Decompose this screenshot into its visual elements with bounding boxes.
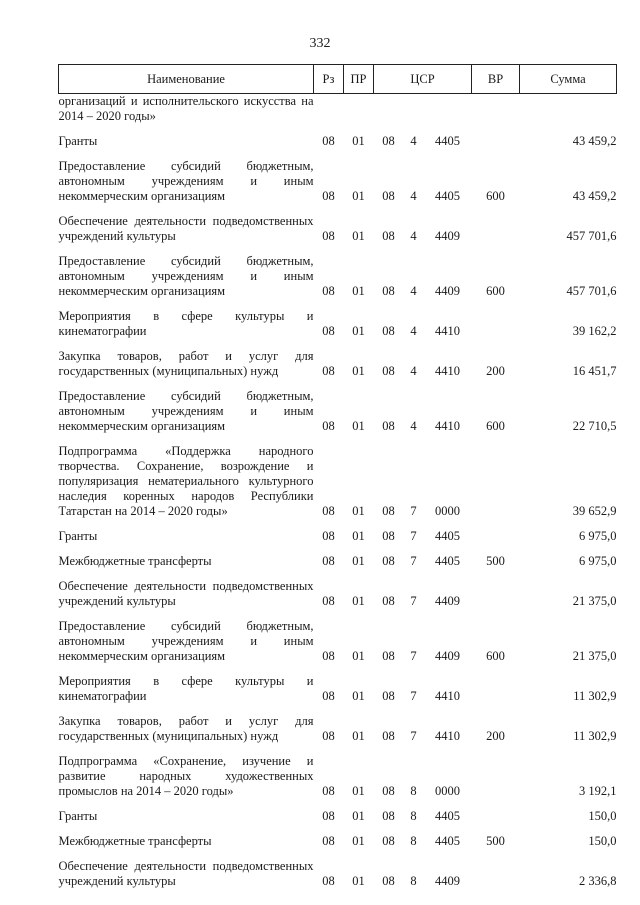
row-vr	[472, 309, 520, 339]
row-csr-3: 4410	[435, 364, 460, 378]
row-spacer-cell	[59, 124, 617, 134]
row-sum: 150,0	[588, 834, 617, 848]
row-csr-3: 4410	[435, 689, 460, 703]
row-csr-1: 08	[382, 729, 395, 743]
row-spacer-cell	[59, 519, 617, 529]
row-csr-3: 0000	[435, 784, 460, 798]
row-csr-1: 08	[382, 554, 395, 568]
row-rz: 08	[322, 284, 335, 298]
row-spacer	[59, 544, 617, 554]
row-sum: 457 701,6	[566, 284, 617, 298]
table-body	[59, 94, 617, 890]
table-row	[59, 754, 617, 799]
row-spacer-cell	[59, 609, 617, 619]
table-row	[59, 94, 617, 125]
row-vr	[472, 444, 520, 519]
row-pr: 01	[352, 364, 365, 378]
row-csr-3: 4405	[435, 134, 460, 148]
row-spacer-cell	[59, 544, 617, 554]
row-rz: 08	[322, 529, 335, 543]
row-csr-2: 4	[410, 134, 417, 148]
header-csr: ЦСР	[374, 65, 472, 94]
row-spacer	[59, 609, 617, 619]
row-pr: 01	[352, 504, 365, 518]
row-pr: 01	[352, 809, 365, 823]
row-sum: 43 459,2	[572, 134, 617, 148]
row-csr-2	[404, 94, 424, 125]
row-sum: 6 975,0	[579, 529, 617, 543]
row-pr: 01	[352, 834, 365, 848]
row-csr-2: 7	[410, 504, 417, 518]
row-pr: 01	[352, 324, 365, 338]
row-spacer-cell	[59, 339, 617, 349]
row-csr-1: 08	[382, 504, 395, 518]
row-spacer	[59, 569, 617, 579]
table-row	[59, 809, 617, 824]
row-csr-2: 7	[410, 529, 417, 543]
row-rz: 08	[322, 554, 335, 568]
row-name: Мероприятия в сфере культуры и кинематографии	[58, 674, 314, 703]
row-pr: 01	[352, 649, 365, 663]
row-sum	[520, 94, 617, 125]
row-spacer	[59, 379, 617, 389]
row-csr-3: 4405	[435, 554, 460, 568]
row-vr	[472, 859, 520, 889]
row-pr: 01	[352, 729, 365, 743]
row-csr-1: 08	[382, 229, 395, 243]
row-name: Предоставление субсидий бюджетным, автономным учреждениям и иным некоммерческим организациям	[58, 619, 314, 663]
row-csr-2: 8	[410, 834, 417, 848]
row-vr	[472, 94, 520, 125]
row-csr-2: 8	[410, 874, 417, 888]
row-name: Межбюджетные трансферты	[58, 554, 212, 568]
row-name: Подпрограмма «Сохранение, изучение и развитие народных художественных промыслов на 2014 – 2020 годы»	[58, 754, 314, 798]
row-sum: 22 710,5	[572, 419, 617, 433]
row-vr: 500	[486, 834, 505, 848]
row-vr	[472, 214, 520, 244]
row-spacer-cell	[59, 664, 617, 674]
row-csr-2: 4	[410, 189, 417, 203]
row-pr: 01	[352, 134, 365, 148]
row-csr-1: 08	[382, 594, 395, 608]
row-spacer	[59, 339, 617, 349]
row-rz: 08	[322, 834, 335, 848]
row-csr-3: 4409	[435, 229, 460, 243]
row-csr-1: 08	[382, 809, 395, 823]
row-csr-1: 08	[382, 649, 395, 663]
row-csr-2: 7	[410, 554, 417, 568]
row-sum: 11 302,9	[573, 689, 617, 703]
row-sum: 2 336,8	[579, 874, 617, 888]
row-pr: 01	[352, 554, 365, 568]
row-pr: 01	[352, 284, 365, 298]
row-spacer	[59, 244, 617, 254]
row-sum: 11 302,9	[573, 729, 617, 743]
row-sum: 150,0	[588, 809, 617, 823]
row-spacer	[59, 664, 617, 674]
row-spacer-cell	[59, 799, 617, 809]
row-csr-3: 4409	[435, 649, 460, 663]
row-csr-3: 4410	[435, 419, 460, 433]
row-vr: 600	[486, 189, 505, 203]
row-vr	[472, 579, 520, 609]
row-rz: 08	[322, 229, 335, 243]
table-row	[59, 134, 617, 149]
row-csr-2: 4	[410, 364, 417, 378]
header-name: Наименование	[59, 65, 314, 94]
row-spacer-cell	[59, 569, 617, 579]
row-rz: 08	[322, 874, 335, 888]
row-rz: 08	[322, 504, 335, 518]
row-rz: 08	[322, 594, 335, 608]
table-row	[59, 444, 617, 519]
row-csr-1: 08	[382, 834, 395, 848]
row-vr	[472, 754, 520, 799]
row-spacer	[59, 519, 617, 529]
table-row	[59, 309, 617, 339]
row-name: Гранты	[58, 809, 98, 823]
row-sum: 21 375,0	[572, 649, 617, 663]
row-csr-3: 4409	[435, 594, 460, 608]
row-pr: 01	[352, 229, 365, 243]
row-spacer-cell	[59, 299, 617, 309]
row-csr-2: 8	[410, 784, 417, 798]
row-spacer	[59, 299, 617, 309]
row-name: Гранты	[58, 134, 98, 148]
row-sum: 21 375,0	[572, 594, 617, 608]
row-spacer-cell	[59, 244, 617, 254]
row-vr: 500	[486, 554, 505, 568]
table-row	[59, 349, 617, 379]
row-sum: 457 701,6	[566, 229, 617, 243]
row-csr-3	[424, 94, 472, 125]
row-name: Предоставление субсидий бюджетным, автономным учреждениям и иным некоммерческим организациям	[58, 159, 314, 203]
table-row	[59, 159, 617, 204]
row-csr-2: 4	[410, 284, 417, 298]
row-vr: 600	[486, 284, 505, 298]
row-name: Закупка товаров, работ и услуг для государственных (муниципальных) нужд	[58, 714, 314, 743]
row-csr-3: 4409	[435, 284, 460, 298]
row-spacer-cell	[59, 704, 617, 714]
page-number: 332	[309, 36, 331, 51]
row-csr-2: 4	[410, 324, 417, 338]
row-name: Мероприятия в сфере культуры и кинематографии	[58, 309, 314, 338]
row-name: Обеспечение деятельности подведомственных учреждений культуры	[58, 214, 314, 243]
row-csr-1: 08	[382, 189, 395, 203]
row-vr: 600	[486, 649, 505, 663]
row-csr-2: 4	[410, 419, 417, 433]
row-csr-1: 08	[382, 284, 395, 298]
table-row	[59, 714, 617, 744]
row-name: Межбюджетные трансферты	[58, 834, 212, 848]
row-sum: 6 975,0	[579, 554, 617, 568]
row-name: Предоставление субсидий бюджетным, автономным учреждениям и иным некоммерческим организациям	[58, 254, 314, 298]
row-vr: 200	[486, 364, 505, 378]
row-rz	[314, 94, 344, 125]
row-rz: 08	[322, 364, 335, 378]
table-row	[59, 554, 617, 569]
row-sum: 16 451,7	[572, 364, 617, 378]
row-pr: 01	[352, 874, 365, 888]
row-csr-2: 7	[410, 594, 417, 608]
row-vr	[472, 529, 520, 544]
table-row	[59, 579, 617, 609]
row-csr-1: 08	[382, 529, 395, 543]
row-csr-3: 0000	[435, 504, 460, 518]
row-csr-3: 4405	[435, 529, 460, 543]
row-spacer-cell	[59, 849, 617, 859]
row-csr-2: 7	[410, 649, 417, 663]
row-spacer	[59, 744, 617, 754]
row-rz: 08	[322, 419, 335, 433]
row-vr	[472, 134, 520, 149]
row-csr-1: 08	[382, 689, 395, 703]
row-spacer	[59, 434, 617, 444]
row-csr-1: 08	[382, 364, 395, 378]
header-sum: Сумма	[520, 65, 617, 94]
row-csr-1: 08	[382, 874, 395, 888]
table-row	[59, 674, 617, 704]
row-rz: 08	[322, 809, 335, 823]
row-csr-1: 08	[382, 324, 395, 338]
row-csr-2: 4	[410, 229, 417, 243]
row-spacer	[59, 799, 617, 809]
row-sum: 39 652,9	[572, 504, 617, 518]
row-name: Подпрограмма «Поддержка народного творчества. Сохранение, возрождение и популяризация нематериального культурного наследия коренных народов Республики Татарстан на 2014 – 2020 годы»	[58, 444, 314, 518]
row-spacer-cell	[59, 434, 617, 444]
row-spacer	[59, 149, 617, 159]
table-row	[59, 254, 617, 299]
budget-table	[58, 64, 617, 889]
table-row	[59, 619, 617, 664]
row-csr-3: 4405	[435, 189, 460, 203]
row-name: Закупка товаров, работ и услуг для государственных (муниципальных) нужд	[58, 349, 314, 378]
row-csr-3: 4409	[435, 874, 460, 888]
header-rz: Рз	[314, 65, 344, 94]
row-csr-3: 4410	[435, 324, 460, 338]
row-sum: 3 192,1	[579, 784, 617, 798]
row-spacer	[59, 849, 617, 859]
row-spacer	[59, 704, 617, 714]
table-row	[59, 529, 617, 544]
row-vr	[472, 809, 520, 824]
row-name: организаций и исполнительского искусства на 2014 – 2020 годы»	[58, 94, 314, 123]
table-row	[59, 389, 617, 434]
row-vr: 600	[486, 419, 505, 433]
header-vr: ВР	[472, 65, 520, 94]
table-row	[59, 859, 617, 889]
row-pr: 01	[352, 689, 365, 703]
row-vr	[472, 674, 520, 704]
row-spacer-cell	[59, 824, 617, 834]
row-rz: 08	[322, 189, 335, 203]
row-vr: 200	[486, 729, 505, 743]
table-header	[59, 65, 617, 94]
row-rz: 08	[322, 689, 335, 703]
row-spacer-cell	[59, 204, 617, 214]
row-spacer-cell	[59, 379, 617, 389]
row-sum: 39 162,2	[572, 324, 617, 338]
row-csr-1: 08	[382, 784, 395, 798]
row-rz: 08	[322, 134, 335, 148]
row-name: Предоставление субсидий бюджетным, автономным учреждениям и иным некоммерческим организациям	[58, 389, 314, 433]
table-row	[59, 214, 617, 244]
header-pr: ПР	[344, 65, 374, 94]
row-pr: 01	[352, 594, 365, 608]
table-row	[59, 834, 617, 849]
row-name: Гранты	[58, 529, 98, 543]
row-pr: 01	[352, 784, 365, 798]
row-csr-2: 7	[410, 729, 417, 743]
row-spacer	[59, 824, 617, 834]
row-spacer	[59, 124, 617, 134]
row-name: Обеспечение деятельности подведомственных учреждений культуры	[58, 579, 314, 608]
row-csr-1	[374, 94, 404, 125]
row-pr: 01	[352, 189, 365, 203]
row-rz: 08	[322, 729, 335, 743]
row-csr-2: 7	[410, 689, 417, 703]
row-rz: 08	[322, 784, 335, 798]
row-spacer-cell	[59, 744, 617, 754]
row-rz: 08	[322, 649, 335, 663]
row-csr-3: 4410	[435, 729, 460, 743]
row-spacer	[59, 204, 617, 214]
row-csr-1: 08	[382, 419, 395, 433]
row-pr: 01	[352, 529, 365, 543]
row-pr: 01	[352, 419, 365, 433]
row-sum: 43 459,2	[572, 189, 617, 203]
row-pr	[344, 94, 374, 125]
row-rz: 08	[322, 324, 335, 338]
row-spacer-cell	[59, 149, 617, 159]
row-csr-3: 4405	[435, 834, 460, 848]
row-csr-1: 08	[382, 134, 395, 148]
row-csr-3: 4405	[435, 809, 460, 823]
row-name: Обеспечение деятельности подведомственных учреждений культуры	[58, 859, 314, 888]
row-csr-2: 8	[410, 809, 417, 823]
